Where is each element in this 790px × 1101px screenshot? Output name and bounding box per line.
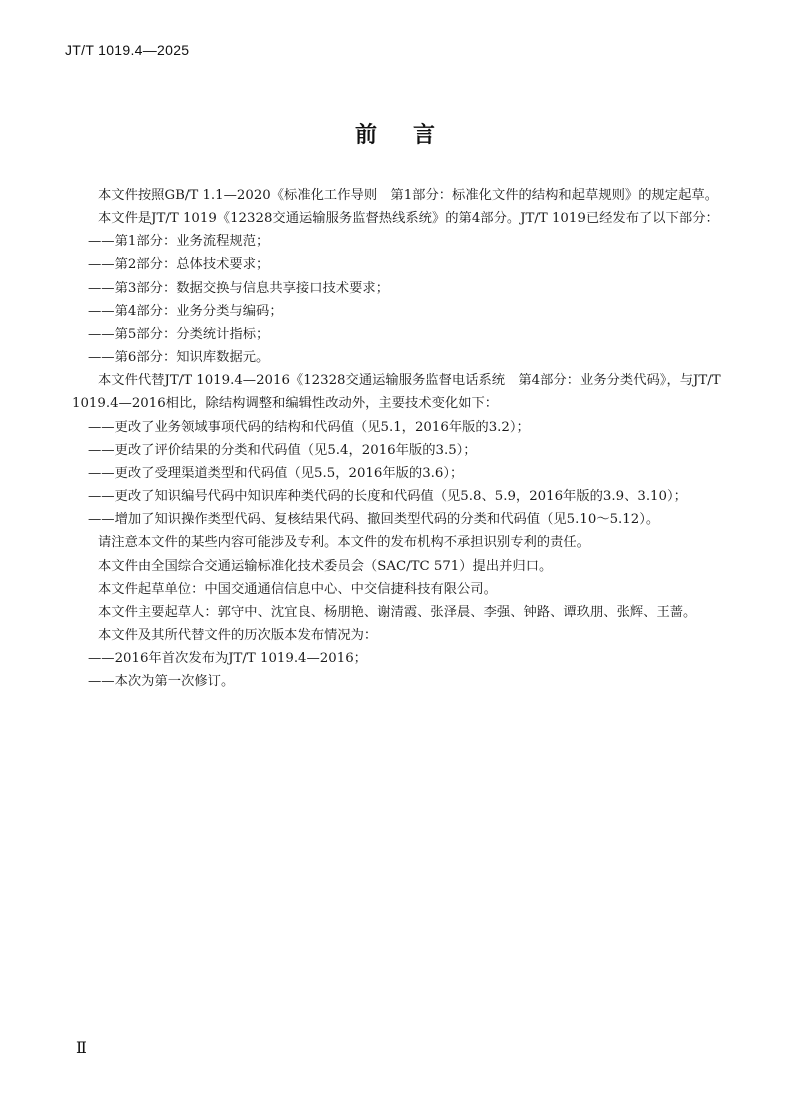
list-item: ——更改了业务领域事项代码的结构和代码值（见5.1，2016年版的3.2）； [88,419,530,435]
parts-list [72,230,722,369]
list-item: ——本次为第一次修订。 [88,674,235,690]
list-item: ——2016年首次发布为JT/T 1019.4—2016； [88,651,367,667]
paragraph-drafting-units: 本文件起草单位：中国交通通信信息中心、中交信捷科技有限公司。 [98,581,497,597]
list-item: ——更改了知识编号代码中知识库种类代码的长度和代码值（见5.8、5.9，2016年版的3.9、3.10）； [88,489,687,505]
list-item: ——第6部分：知识库数据元。 [88,350,270,366]
page-title: 前言 [354,123,471,148]
page-number: Ⅱ [76,1038,87,1057]
history-list [72,647,722,693]
document-number: JT/T 1019.4—2025 [65,42,190,58]
list-item: ——第4部分：业务分类与编码； [88,303,283,319]
paragraph-proposer: 本文件由全国综合交通运输标准化技术委员会（SAC/TC 571）提出并归口。 [98,558,553,574]
list-item: ——第2部分：总体技术要求； [88,257,270,273]
list-item: ——更改了受理渠道类型和代码值（见5.5，2016年版的3.6）； [88,465,464,481]
changes-list [72,416,722,532]
paragraph-parts-intro: 本文件是JT/T 1019《12328交通运输服务监督热线系统》的第4部分。JT/T 1019已经发布了以下部分： [98,211,719,227]
paragraph-drafting-rules: 本文件按照GB/T 1.1—2020《标准化工作导则 第1部分：标准化文件的结构和起草规则》的规定起草。 [98,188,718,203]
list-item: ——更改了评价结果的分类和代码值（见5.4，2016年版的3.5）； [88,442,477,458]
list-item: ——第3部分：数据交换与信息共享接口技术要求； [88,280,389,296]
list-item: ——增加了知识操作类型代码、复核结果代码、撤回类型代码的分类和代码值（见5.10～5.12）。 [88,512,660,528]
list-item: ——第5部分：分类统计指标； [88,326,270,342]
paragraph-drafters: 本文件主要起草人：郭守中、沈宜良、杨朋艳、谢清霞、张泽晨、李强、钟路、谭玖朋、张辉、王蔷。 [98,604,697,620]
list-item: ——第1部分：业务流程规范； [88,234,270,250]
foreword-body [72,184,722,693]
paragraph-history-intro: 本文件及其所代替文件的历次版本发布情况为： [98,627,378,643]
paragraph-replacement: 本文件代替JT/T 1019.4—2016《12328交通运输服务监督电话系统 第4部分：业务分类代码》，与JT/T 1019.4—2016相比，除结构调整和编辑性改动外，主要技术变化如下： [72,373,721,412]
paragraph-patent-notice: 请注意本文件的某些内容可能涉及专利。本文件的发布机构不承担识别专利的责任。 [98,535,590,551]
